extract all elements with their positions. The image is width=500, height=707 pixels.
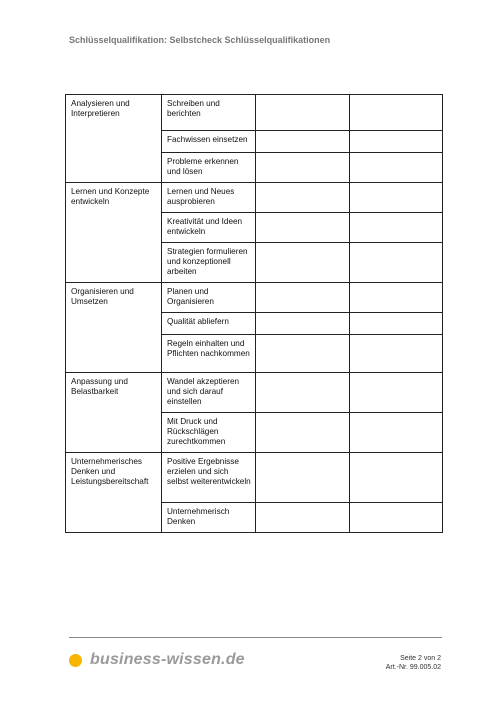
notes-cell[interactable] [350,243,443,283]
rating-cell[interactable] [256,283,350,313]
skill-cell: Schreiben und berichten [162,95,256,131]
notes-cell[interactable] [350,183,443,213]
table-row [66,373,443,413]
brand-logo [69,651,245,669]
notes-cell[interactable] [350,453,443,503]
rating-cell[interactable] [256,153,350,183]
document-header-title: Schlüsselqualifikation: Selbstcheck Schlüsselqualifikationen [69,35,331,45]
notes-cell[interactable] [350,153,443,183]
rating-cell[interactable] [256,95,350,131]
self-check-table [65,94,443,533]
skill-cell: Regeln einhalten und Pflichten nachkommen [162,335,256,373]
skill-cell: Mit Druck und Rückschlägen zurechtkommen [162,413,256,453]
rating-cell[interactable] [256,373,350,413]
table-row [66,453,443,503]
notes-cell[interactable] [350,335,443,373]
notes-cell[interactable] [350,213,443,243]
rating-cell[interactable] [256,453,350,503]
skill-cell: Lernen und Neues ausprobieren [162,183,256,213]
rating-cell[interactable] [256,313,350,335]
rating-cell[interactable] [256,413,350,453]
rating-cell[interactable] [256,503,350,533]
skill-cell: Fachwissen einsetzen [162,131,256,153]
rating-cell[interactable] [256,213,350,243]
skill-cell: Planen und Organisieren [162,283,256,313]
notes-cell[interactable] [350,413,443,453]
skill-cell: Positive Ergebnisse erzielen und sich selbst weiterentwickeln [162,453,256,503]
table-row [66,183,443,213]
rating-cell[interactable] [256,335,350,373]
article-number: Art.-Nr. 99.005.02 [385,664,441,671]
logo-dot-icon [69,654,82,667]
rating-cell[interactable] [256,131,350,153]
page-info [386,654,441,672]
footer-divider [69,637,442,638]
notes-cell[interactable] [350,95,443,131]
page-number: Seite 2 von 2 [400,655,441,662]
skill-cell: Wandel akzeptieren und sich darauf einstellen [162,373,256,413]
table-row [66,95,443,131]
rating-cell[interactable] [256,243,350,283]
notes-cell[interactable] [350,283,443,313]
skill-cell: Kreativität und Ideen entwickeln [162,213,256,243]
notes-cell[interactable] [350,131,443,153]
category-cell: Lernen und Konzepte entwickeln [66,183,162,283]
skill-cell: Qualität abliefern [162,313,256,335]
notes-cell[interactable] [350,313,443,335]
rating-cell[interactable] [256,183,350,213]
logo-text: business-wissen.de [90,651,245,668]
category-cell: Anpassung und Belastbarkeit [66,373,162,453]
notes-cell[interactable] [350,503,443,533]
category-cell: Unternehmerisches Denken und Leistungsbereitschaft [66,453,162,533]
category-cell: Organisieren und Umsetzen [66,283,162,373]
skill-cell: Strategien formulieren und konzeptionell arbeiten [162,243,256,283]
table-row [66,283,443,313]
skill-cell: Unternehmerisch Denken [162,503,256,533]
skill-cell: Probleme erkennen und lösen [162,153,256,183]
category-cell: Analysieren und Interpretieren [66,95,162,183]
notes-cell[interactable] [350,373,443,413]
